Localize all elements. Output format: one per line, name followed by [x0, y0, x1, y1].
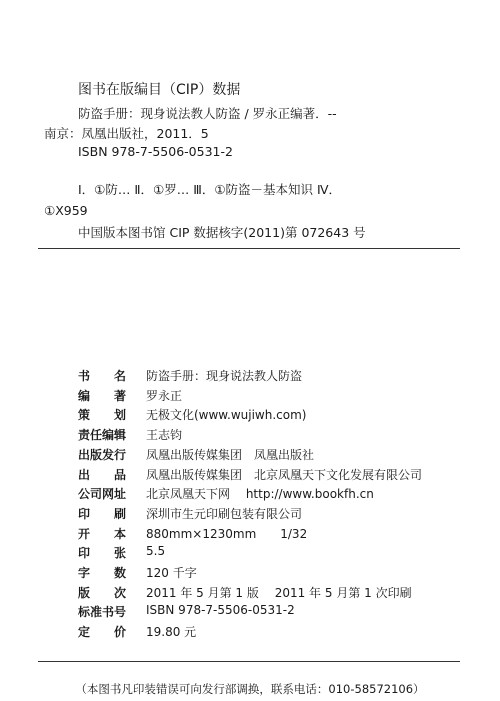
info-label [78, 623, 126, 640]
info-label [78, 603, 126, 620]
cip-line-subjects: Ⅰ．①防… Ⅱ．①罗… Ⅲ．①防盗－基本知识 Ⅳ． [78, 182, 342, 197]
info-label-part: 策 [78, 408, 91, 423]
info-label-part: 印 [78, 546, 91, 561]
info-label-part: 次 [113, 585, 126, 600]
info-value: 880mm×1230mm 1/32 [146, 526, 308, 541]
info-label-part: 公司网址 [78, 487, 127, 502]
info-label-part: 编 [78, 388, 91, 403]
info-value: 罗永正 [146, 388, 183, 403]
info-value: 凤凰出版传媒集团 凤凰出版社 [146, 447, 315, 462]
info-value: 深圳市生元印刷包装有限公司 [146, 506, 303, 521]
info-label [78, 544, 126, 561]
info-value: 5.5 [146, 544, 166, 559]
cip-title: 图书在版编目（CIP）数据 [78, 82, 241, 98]
info-divider [38, 661, 460, 662]
info-label-part: 印 [78, 506, 91, 521]
info-value: 120 千字 [146, 566, 197, 580]
cip-divider [38, 248, 460, 249]
cip-line-publisher: 南京：凤凰出版社，2011．5 [44, 126, 209, 141]
info-label [78, 505, 126, 522]
info-label [78, 387, 126, 404]
info-value: 北京凤凰天下网 http://www.bookfh.cn [146, 487, 374, 502]
info-label-part: 本 [113, 526, 126, 541]
cip-line-record-number: 中国版本图书馆 CIP 数据核字(2011)第 072643 号 [78, 225, 366, 240]
info-label [78, 525, 126, 542]
info-value: 王志钧 [146, 428, 183, 443]
info-label [78, 367, 126, 384]
info-label-part: 出版发行 [78, 447, 127, 462]
info-label-part: 数 [113, 566, 126, 580]
info-value: 19.80 元 [146, 625, 197, 640]
info-value: 无极文化(www.wujiwh.com) [146, 408, 307, 423]
info-label [78, 446, 126, 463]
info-label-part: 品 [113, 467, 126, 482]
info-label-part: 字 [78, 566, 91, 580]
info-label-part: 著 [113, 388, 126, 403]
info-label-part: 定 [78, 625, 91, 640]
info-value: 凤凰出版传媒集团 北京凤凰天下文化发展有限公司 [146, 467, 423, 482]
info-label-part: 标准书号 [78, 605, 127, 620]
info-label-part: 责任编辑 [78, 428, 127, 443]
info-label [78, 564, 126, 581]
info-value: ISBN 978-7-5506-0531-2 [146, 603, 295, 618]
info-label [78, 406, 126, 423]
info-label [78, 485, 126, 502]
info-label-part: 开 [78, 526, 91, 541]
info-label-part: 版 [78, 585, 91, 600]
info-label-part: 划 [113, 408, 126, 423]
info-label-part: 刷 [113, 506, 126, 521]
info-label-part: 张 [113, 546, 126, 561]
info-label-part: 书 [78, 369, 91, 383]
info-label-part: 出 [78, 467, 91, 482]
info-label [78, 426, 126, 443]
info-value: 2011 年 5 月第 1 版 2011 年 5 月第 1 次印刷 [146, 585, 412, 600]
cip-line-isbn: ISBN 978-7-5506-0531-2 [78, 144, 233, 159]
footer-notice: （本图书凡印装错误可向发行部调换，联系电话：010-58572106） [75, 682, 425, 696]
info-label-part: 名 [113, 369, 126, 383]
info-label-part: 价 [113, 625, 126, 640]
cip-line-classification: ①X959 [44, 203, 88, 218]
info-value: 防盗手册：现身说法教人防盗 [146, 369, 303, 383]
info-label [78, 466, 126, 483]
cip-line-title: 防盗手册：现身说法教人防盗 / 罗永正编著．-- [78, 106, 337, 121]
info-label [78, 584, 126, 601]
